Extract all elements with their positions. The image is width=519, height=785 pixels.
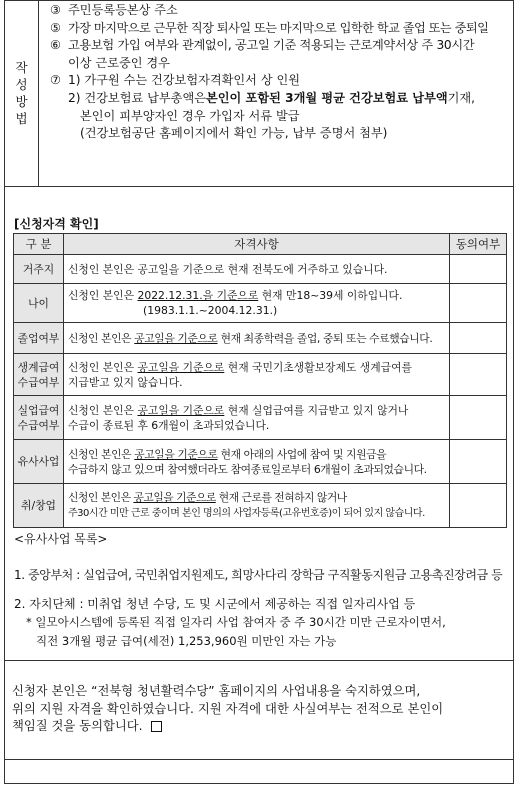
method-item-6-cont: 이상 근로중인 경우 bbox=[68, 55, 170, 70]
text-line2: (1983.1.1.~2004.12.31.) bbox=[143, 304, 278, 317]
qualification-title: [신청자격 확인] bbox=[14, 217, 99, 231]
text-part: 현재 최종학력을 졸업, 중퇴 또는 수료했습니다. bbox=[217, 331, 433, 345]
consent-cell[interactable] bbox=[450, 323, 507, 354]
table-row bbox=[14, 255, 507, 284]
section-label-char: 방 bbox=[15, 94, 28, 109]
consent-checkbox[interactable] bbox=[151, 721, 162, 732]
table-header-row bbox=[14, 234, 507, 255]
consent-cell[interactable] bbox=[450, 484, 507, 528]
label-line2: 수급여부 bbox=[17, 375, 60, 389]
qualification-table bbox=[13, 233, 507, 528]
consent-cell[interactable] bbox=[450, 440, 507, 484]
text-line2: 주30시간 미만 근로 중이며 본인 명의의 사업자등록(고유번호증)이 되어 있지 않습니다. bbox=[68, 508, 425, 519]
consent-cell[interactable] bbox=[450, 284, 507, 323]
sub2-c: 기재, bbox=[447, 90, 476, 105]
header-consent: 동의여부 bbox=[450, 234, 507, 255]
text-part: 현재 근로를 전혀하지 않거나 bbox=[215, 491, 347, 504]
header-qualification: 자격사항 bbox=[64, 234, 450, 255]
text-part: 신청인 본인은 bbox=[68, 491, 134, 504]
consent-line3-wrap bbox=[12, 718, 443, 736]
section-label-char: 성 bbox=[15, 77, 28, 92]
text-part: 신청인 본인은 bbox=[68, 403, 138, 417]
table-row bbox=[14, 284, 507, 323]
row-label: 유사사업 bbox=[14, 440, 64, 484]
consent-cell[interactable] bbox=[450, 354, 507, 396]
label-line1: 생계급여 bbox=[17, 360, 60, 374]
text-line2: 수급하지 않고 있으며 참여했더라도 참여종료일로부터 6개월이 초과되었습니다. bbox=[68, 462, 427, 476]
section-label-char: 작 bbox=[15, 60, 28, 75]
consent-line3: 책임질 것을 동의합니다. bbox=[12, 719, 143, 733]
method-item-7-sub2-line2: 본인이 피부양자인 경우 가입자 서류 발급 bbox=[80, 108, 300, 123]
table-row bbox=[14, 354, 507, 396]
text-underlined: 공고일을 기준으로 bbox=[134, 331, 218, 345]
consent-cell[interactable] bbox=[450, 396, 507, 440]
row-label: 졸업여부 bbox=[14, 323, 64, 354]
row-content: 신청인 본인은 공고일을 기준으로 현재 전북도에 거주하고 있습니다. bbox=[64, 255, 450, 284]
consent-line2: 위의 지원 자격을 확인하였습니다. 지원 자격에 대한 사실여부는 전적으로 본인이 bbox=[12, 701, 444, 716]
sub2-a: 2) 건강보험료 납부총액은 bbox=[68, 90, 206, 105]
table-row bbox=[14, 323, 507, 354]
row-label: 취/창업 bbox=[14, 484, 64, 528]
similar-programs-list bbox=[14, 530, 502, 650]
text-part: 신청인 본인은 bbox=[68, 289, 138, 302]
text-underlined: 공고일을 기준으로 bbox=[134, 447, 218, 461]
section-label-char: 법 bbox=[15, 111, 28, 126]
text-underlined: 공고일을 기준으로 bbox=[137, 403, 225, 417]
similar-heading: <유사사업 목록> bbox=[14, 532, 108, 546]
text-part: 신청인 본인은 bbox=[68, 331, 135, 345]
item-sub1: 1) 가구원 수는 건강보험자격확인서 상 인원 bbox=[68, 73, 301, 88]
row-label: 나이 bbox=[14, 284, 64, 323]
table-row bbox=[14, 484, 507, 528]
text-part: 신청인 본인은 bbox=[68, 447, 135, 461]
text-part: 현재 실업급여를 지급받고 있지 않거나 bbox=[224, 403, 409, 417]
item-number: ③ bbox=[50, 3, 61, 17]
row-label: 거주지 bbox=[14, 255, 64, 284]
item-number: ⑤ bbox=[50, 20, 61, 35]
label-line1: 실업급여 bbox=[17, 403, 60, 417]
row-label bbox=[14, 354, 64, 396]
text-underlined: 공고일을 기준으로 bbox=[133, 491, 216, 504]
consent-text bbox=[12, 683, 443, 736]
row-content bbox=[64, 284, 450, 323]
table-row bbox=[14, 440, 507, 484]
text-line2: 수급이 종료된 후 6개월이 초과되었습니다. bbox=[68, 418, 270, 432]
row-content bbox=[64, 440, 450, 484]
text-part: 현재 만18~39세 이하입니다. bbox=[258, 289, 403, 302]
text-underlined: 2022.12.31.을 기준으로 bbox=[137, 289, 259, 302]
row-content bbox=[64, 484, 450, 528]
method-item-7-sub2-line3: (건강보험공단 홈페이지에서 확인 가능, 납부 증명서 첨부) bbox=[80, 126, 388, 141]
item-number: ⑦ bbox=[50, 73, 61, 88]
similar-item-local: 2. 자치단체 : 미취업 청년 수당, 도 및 시군에서 제공하는 직접 일자리사업 등 bbox=[14, 597, 416, 611]
text-line2: 지급받고 있지 않습니다. bbox=[68, 375, 183, 389]
item-number: ⑥ bbox=[50, 38, 61, 53]
similar-item-central: 1. 중앙부처 : 실업급여, 국민취업지원제도, 희망사다리 장학금 구직활동지원금 고용촉진장려금 등 bbox=[14, 568, 503, 582]
text-part: 현재 아래의 사업에 참여 및 지원금을 bbox=[217, 447, 387, 461]
header-category: 구 분 bbox=[14, 234, 64, 255]
similar-note-line2: 직전 3개월 평균 급여(세전) 1,253,960원 미만인 자는 가능 bbox=[36, 634, 337, 648]
item-text: 고용보험 가입 여부와 관계없이, 공고일 기준 적용되는 근로계약서상 주 30시간 bbox=[68, 38, 475, 53]
consent-section bbox=[4, 660, 514, 760]
item-text: 가장 마지막으로 근무한 직장 퇴사일 또는 마지막으로 입학한 학교 졸업 또는 중퇴일 bbox=[68, 20, 489, 35]
text-underlined: 공고일을 기준으로 bbox=[137, 360, 225, 374]
sub2-bold: 본인이 포함된 3개월 평균 건강보험료 납부액 bbox=[206, 90, 448, 105]
table-row bbox=[14, 396, 507, 440]
text-part: 신청인 본인은 bbox=[68, 360, 138, 374]
row-label bbox=[14, 396, 64, 440]
similar-note-line1: * 일모아시스템에 등록된 직접 일자리 사업 참여자 중 주 30시간 미만 근로자이면서, bbox=[26, 615, 446, 629]
text-part: 현재 국민기초생활보장제도 생계급여를 bbox=[224, 360, 412, 374]
item-text: 주민등록등본상 주소 bbox=[68, 3, 178, 17]
row-content bbox=[64, 396, 450, 440]
label-line2: 수급여부 bbox=[17, 418, 60, 432]
row-content bbox=[64, 354, 450, 396]
row-content bbox=[64, 323, 450, 354]
consent-line1: 신청자 본인은 “전북형 청년활력수당” 홈페이지의 사업내용을 숙지하였으며, bbox=[12, 684, 421, 698]
consent-cell[interactable] bbox=[450, 255, 507, 284]
